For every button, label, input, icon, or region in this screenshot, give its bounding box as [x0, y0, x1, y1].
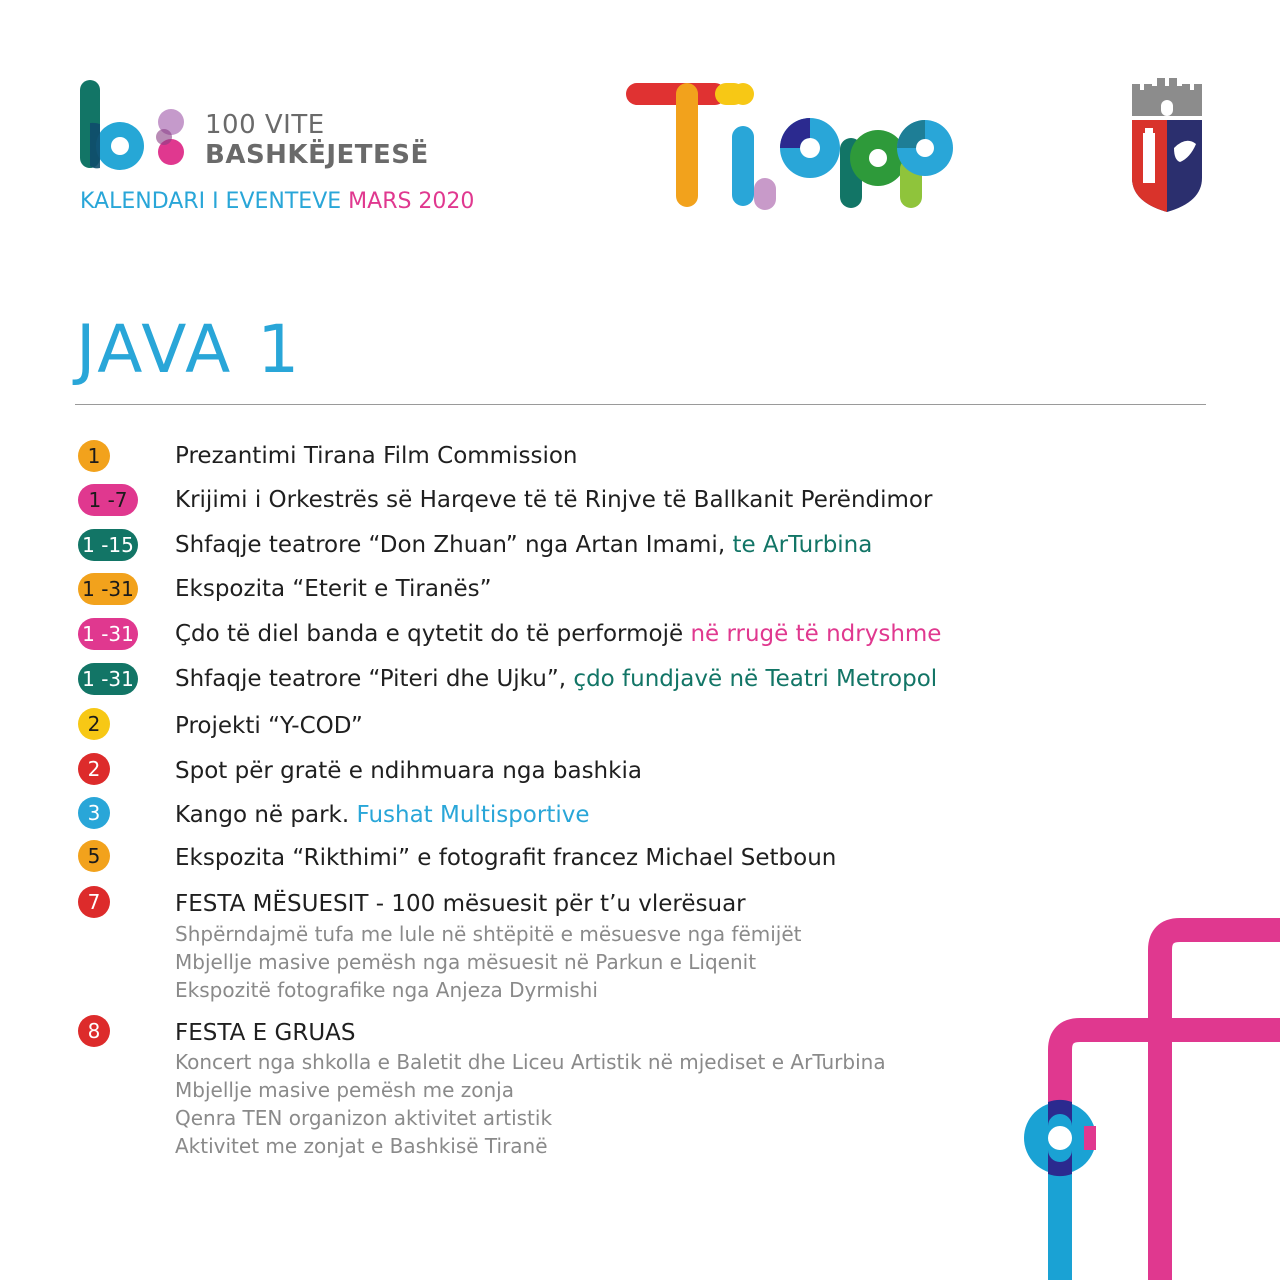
event-title	[175, 799, 590, 831]
event-detail: Mbjellje masive pemësh me zonja	[175, 1078, 514, 1102]
date-badge: 1 -31	[78, 618, 138, 650]
date-badge: 2	[78, 708, 110, 740]
event-title-text: Shfaqje teatrore “Piteri dhe Ujku”,	[175, 666, 574, 692]
event-location: në rrugë të ndryshme	[690, 621, 942, 647]
date-badge: 1 -7	[78, 484, 138, 516]
event-title	[175, 842, 836, 874]
event-title-text: FESTA E GRUAS	[175, 1020, 356, 1046]
date-badge: 1 -31	[78, 663, 138, 695]
event-detail: Aktivitet me zonjat e Bashkisë Tiranë	[175, 1134, 548, 1158]
event-detail: Shpërndajmë tufa me lule në shtëpitë e mësuesve nga fëmijët	[175, 922, 802, 946]
event-detail: Koncert nga shkolla e Baletit dhe Liceu Artistik në mjediset e ArTurbina	[175, 1050, 886, 1074]
date-badge: 3	[78, 797, 110, 829]
event-title	[175, 755, 642, 787]
date-badge: 8	[78, 1015, 110, 1047]
event-title-text: Spot për gratë e ndihmuara nga bashkia	[175, 758, 642, 784]
event-title-text: FESTA MËSUESIT - 100 mësuesit për t’u vlerësuar	[175, 891, 746, 917]
event-title	[175, 529, 872, 561]
event-title	[175, 440, 577, 472]
event-title-text: Projekti “Y-COD”	[175, 713, 363, 739]
event-title	[175, 484, 932, 516]
event-title-text: Kango në park.	[175, 802, 357, 828]
tirana-coat-of-arms-icon	[1128, 78, 1206, 212]
bashkejetese-logo-icon	[78, 78, 188, 178]
event-title-text: Prezantimi Tirana Film Commission	[175, 443, 578, 469]
date-badge: 1 -15	[78, 529, 138, 561]
event-title	[175, 710, 363, 742]
event-title-text: Çdo të diel banda e qytetit do të performojë	[175, 621, 691, 647]
event-title	[175, 1017, 356, 1049]
event-title-text: Shfaqje teatrore “Don Zhuan” nga Artan Imami,	[175, 532, 733, 558]
week-title: JAVA 1	[76, 311, 303, 388]
event-location: te ArTurbina	[732, 532, 873, 558]
event-title-text: Ekspozita “Rikthimi” e fotografit francez Michael Setboun	[175, 845, 837, 871]
month-label: MARS 2020	[348, 189, 475, 214]
event-detail: Ekspozitë fotografike nga Anjeza Dyrmishi	[175, 978, 598, 1002]
tirana-wordmark-logo	[620, 78, 960, 213]
event-detail: Mbjellje masive pemësh nga mësuesit në Parkun e Liqenit	[175, 950, 757, 974]
header-line-2: BASHKËJETESË	[205, 140, 429, 170]
date-badge: 2	[78, 753, 110, 785]
decorative-lines-icon	[1000, 900, 1280, 1280]
calendar-label-text: KALENDARI I EVENTEVE	[80, 189, 342, 214]
event-title	[175, 573, 492, 605]
event-location: çdo fundjavë në Teatri Metropol	[573, 666, 938, 692]
event-title-text: Krijimi i Orkestrës së Harqeve të të Rinjve të Ballkanit Perëndimor	[175, 487, 933, 513]
date-badge: 5	[78, 840, 110, 872]
date-badge: 7	[78, 886, 110, 918]
event-detail: Qenra TEN organizon aktivitet artistik	[175, 1106, 553, 1130]
calendar-label	[80, 188, 474, 216]
event-title-text: Ekspozita “Eterit e Tiranës”	[175, 576, 492, 602]
header-line-1: 100 VITE	[205, 110, 325, 140]
date-badge: 1 -31	[78, 573, 138, 605]
event-title	[175, 888, 746, 920]
divider	[75, 404, 1206, 405]
event-location: Fushat Multisportive	[356, 802, 590, 828]
event-title	[175, 618, 941, 650]
event-title	[175, 663, 937, 695]
date-badge: 1	[78, 440, 110, 472]
